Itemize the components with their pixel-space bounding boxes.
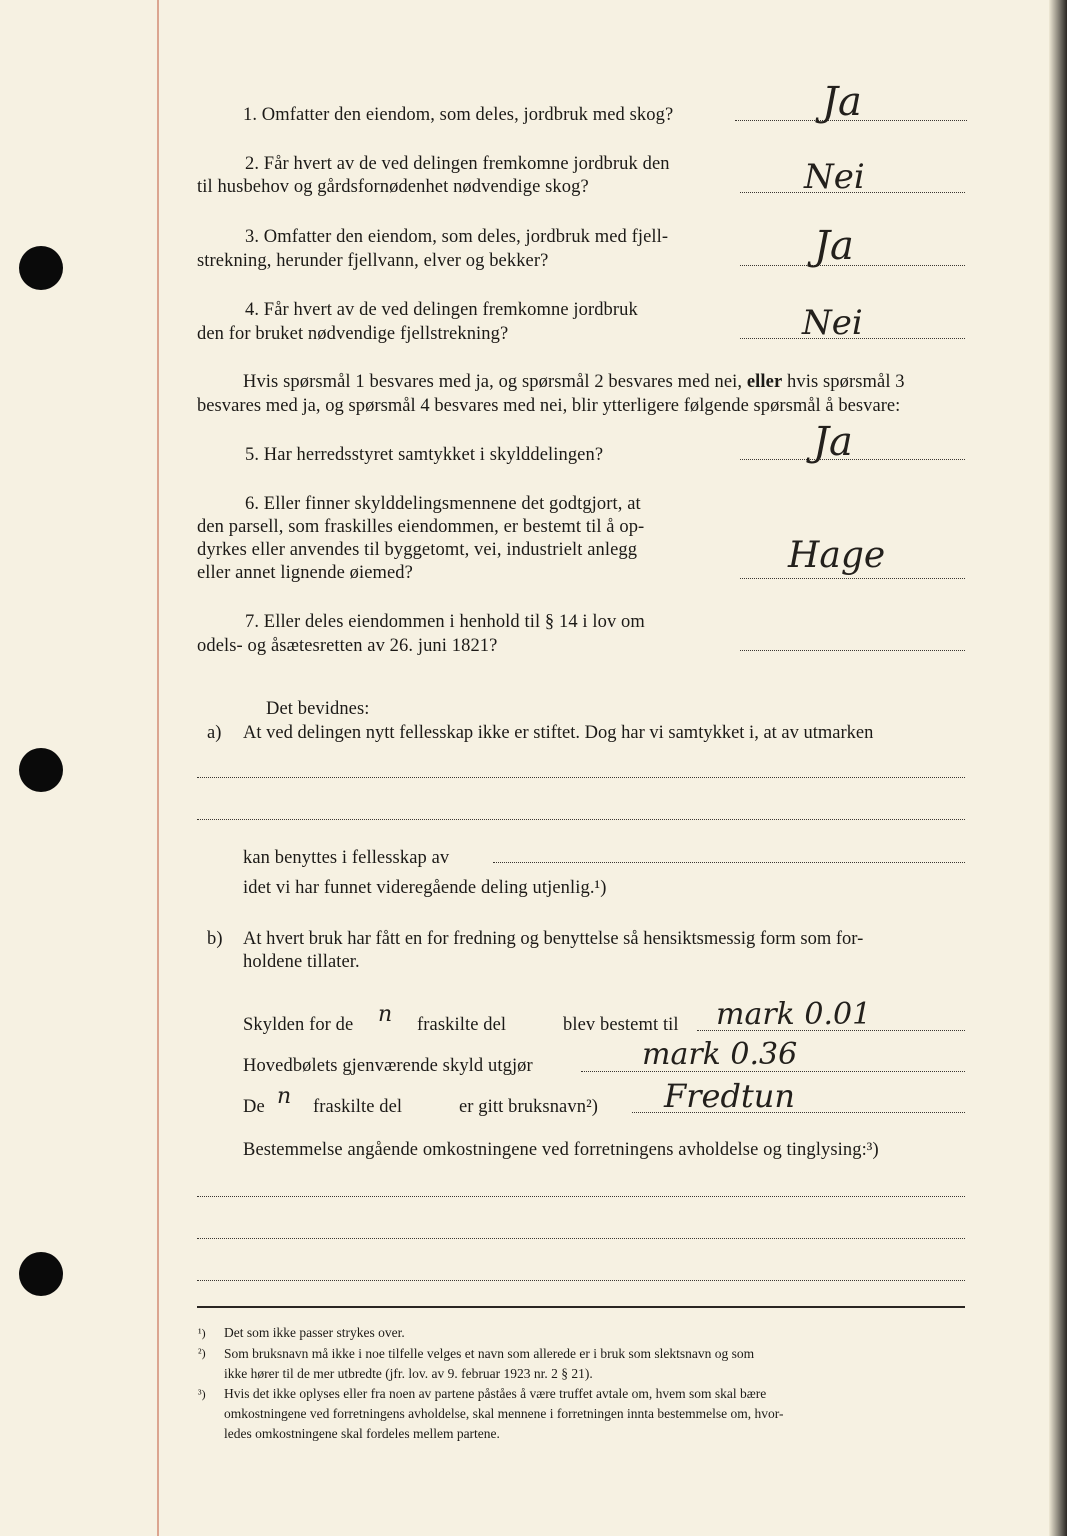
footnote-3-number: ³) (198, 1387, 206, 1401)
item-b-line-2: holdene tillater. (243, 952, 360, 972)
question-2-line-2: til husbehov og gårdsfornødenhet nødvendige skog? (197, 177, 589, 197)
answer-5: Ja (813, 419, 853, 465)
question-3-line-1: 3. Omfatter den eiendom, som deles, jordbruk med fjell- (245, 227, 669, 247)
question-1: 1. Omfatter den eiendom, som deles, jordbruk med skog? (243, 105, 674, 125)
footnote-1: Det som ikke passer strykes over. (224, 1325, 405, 1340)
footnote-2-number: ²) (198, 1346, 206, 1360)
question-5: 5. Har herredsstyret samtykket i skylddelingen? (245, 445, 604, 465)
question-4-line-2: den for bruket nødvendige fjellstrekning? (197, 324, 509, 344)
skyld-label-b: fraskilte del (417, 1015, 507, 1035)
answer-line-6 (740, 578, 965, 579)
item-a-text: At ved delingen nytt fellesskap ikke er stiftet. Dog har vi samtykket i, at av utmarken (243, 723, 874, 743)
question-6-line-1: 6. Eller finner skylddelingsmennene det godtgjort, at (245, 494, 641, 514)
cost-label: Bestemmelse angående omkostningene ved forretningens avholdelse og tinglysing:³) (243, 1140, 879, 1160)
question-6-line-3: dyrkes eller anvendes til byggetomt, vei, industrielt anlegg (197, 540, 638, 560)
margin-line (157, 0, 159, 1536)
footnote-3-line-2: omkostningene ved forretningens avholdelse, skal mennene i forretningen innta bestemmelse om, hvor- (224, 1406, 784, 1421)
instruction-line-1 (243, 373, 905, 392)
instruction-text-a: Hvis spørsmål 1 besvares med ja, og spørsmål 2 besvares med nei, (243, 372, 743, 392)
blank-line (197, 777, 965, 778)
item-b-line-1: At hvert bruk har fått en for fredning og benyttelse så hensiktsmessig form som for- (243, 929, 864, 949)
punch-hole (19, 246, 63, 290)
answer-4: Nei (802, 303, 863, 343)
blank-line (197, 1280, 965, 1281)
insert-n: n (378, 1002, 393, 1027)
item-a-label: a) (207, 723, 222, 743)
footnote-2-line-2: ikke hører til de mer utbredte (jfr. lov. av 9. februar 1923 nr. 2 § 21). (224, 1366, 593, 1381)
answer-1: Ja (822, 79, 862, 125)
question-7-line-2: odels- og åsætesretten av 26. juni 1821? (197, 636, 498, 656)
page-edge-shadow (1049, 0, 1067, 1536)
footnote-3-line-3: ledes omkostningene skal fordeles mellem partene. (224, 1426, 500, 1441)
instruction-emphasis: eller (746, 372, 783, 392)
skyld-value: mark 0.01 (716, 997, 872, 1032)
footnote-2-line-1: Som bruksnavn må ikke i noe tilfelle velges et navn som allerede er i bruk som slektsnavn og som (224, 1346, 755, 1361)
item-b-label: b) (207, 929, 223, 949)
blank-line (197, 819, 965, 820)
question-2-line-1: 2. Får hvert av de ved delingen fremkomne jordbruk den (245, 154, 670, 174)
hovedbol-label: Hovedbølets gjenværende skyld utgjør (243, 1056, 533, 1076)
footnote-1-number: ¹) (198, 1326, 206, 1340)
blank-line (197, 1238, 965, 1239)
question-4-line-1: 4. Får hvert av de ved delingen fremkomne jordbruk (245, 300, 638, 320)
insert-n: n (277, 1084, 292, 1109)
joint-use-reason: idet vi har funnet videregående deling utjenlig.¹) (243, 878, 607, 898)
instruction-text-c: hvis spørsmål 3 (787, 372, 905, 392)
bruksnavn-label-c: er gitt bruksnavn²) (459, 1097, 598, 1117)
instruction-line-2: besvares med ja, og spørsmål 4 besvares med nei, blir ytterligere følgende spørsmål å besvare: (197, 396, 901, 416)
blank-line (197, 1196, 965, 1197)
question-7-line-1: 7. Eller deles eiendommen i henhold til § 14 i lov om (245, 612, 645, 632)
question-3-line-2: strekning, herunder fjellvann, elver og bekker? (197, 251, 549, 271)
footnote-rule (197, 1306, 965, 1308)
certification-heading: Det bevidnes: (266, 699, 370, 719)
question-6-line-2: den parsell, som fraskilles eiendommen, er bestemt til å op- (197, 517, 645, 537)
question-6-line-4: eller annet lignende øiemed? (197, 563, 413, 583)
answer-line-7 (740, 650, 965, 651)
joint-use-line (493, 862, 965, 863)
bruksnavn-value: Fredtun (664, 1077, 795, 1115)
hovedbol-value: mark 0.36 (642, 1037, 798, 1072)
skyld-label-a: Skylden for de (243, 1015, 354, 1035)
joint-use-label: kan benyttes i fellesskap av (243, 848, 450, 868)
footnote-3-line-1: Hvis det ikke oplyses eller fra noen av partene påståes å være truffet avtale om, hvem som skal bære (224, 1386, 767, 1401)
skyld-label-c: blev bestemt til (563, 1015, 679, 1035)
bruksnavn-label-a: De (243, 1097, 265, 1117)
answer-6: Hage (788, 535, 886, 576)
punch-hole (19, 748, 63, 792)
punch-hole (19, 1252, 63, 1296)
bruksnavn-label-b: fraskilte del (313, 1097, 403, 1117)
answer-3: Ja (814, 223, 854, 269)
answer-2: Nei (804, 157, 865, 197)
